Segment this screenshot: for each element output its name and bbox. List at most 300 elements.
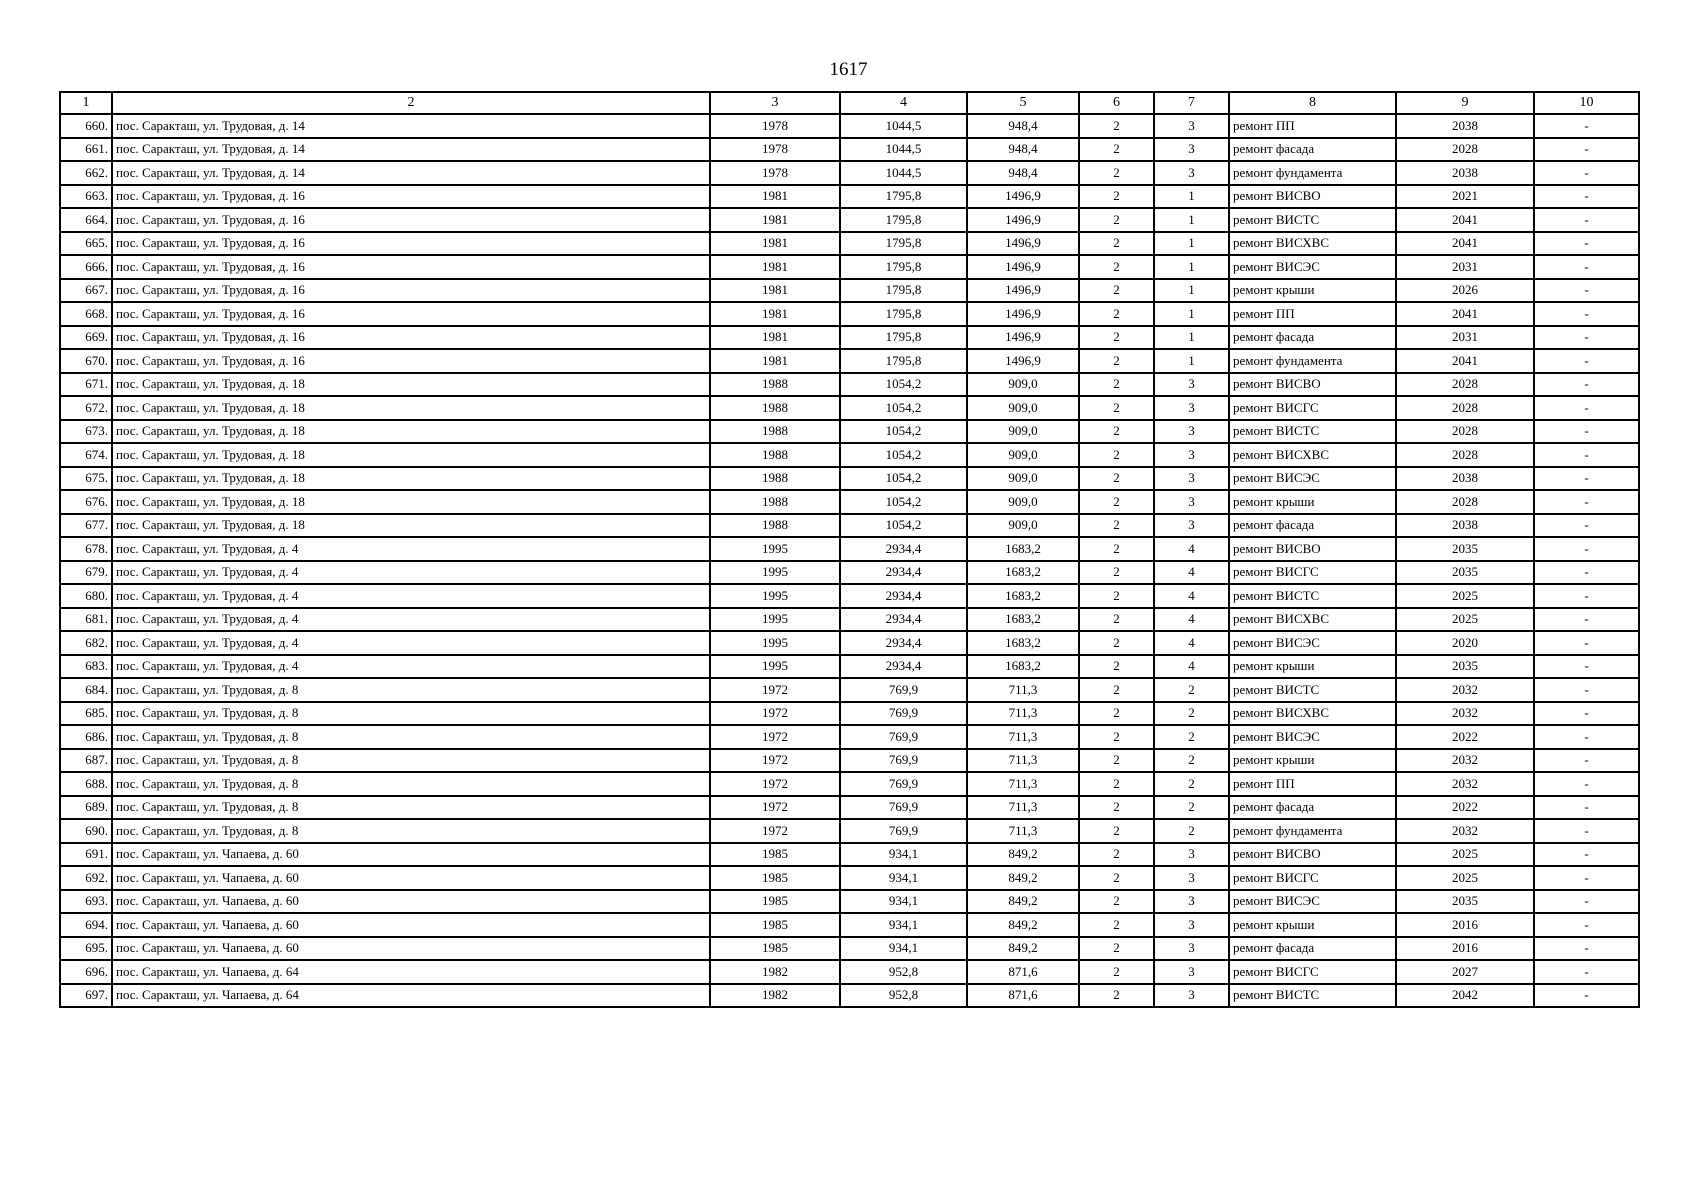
living-area-cell: 711,3	[967, 725, 1079, 749]
work-type-cell: ремонт фасада	[1229, 796, 1396, 820]
table-row	[60, 702, 1639, 726]
note-cell: -	[1534, 467, 1639, 491]
year-built-cell: 1978	[710, 138, 840, 162]
address-cell: пос. Саракташ, ул. Трудовая, д. 4	[112, 537, 710, 561]
address-cell: пос. Саракташ, ул. Трудовая, д. 8	[112, 796, 710, 820]
entrances-cell: 2	[1154, 702, 1229, 726]
table-row	[60, 208, 1639, 232]
table-row	[60, 960, 1639, 984]
living-area-cell: 1496,9	[967, 279, 1079, 303]
total-area-cell: 2934,4	[840, 561, 967, 585]
work-type-cell: ремонт ВИСВО	[1229, 185, 1396, 209]
total-area-cell: 769,9	[840, 702, 967, 726]
living-area-cell: 909,0	[967, 467, 1079, 491]
floors-cell: 2	[1079, 702, 1154, 726]
address-cell: пос. Саракташ, ул. Чапаева, д. 64	[112, 984, 710, 1008]
entrances-cell: 3	[1154, 490, 1229, 514]
work-type-cell: ремонт ВИСХВС	[1229, 443, 1396, 467]
year-built-cell: 1981	[710, 302, 840, 326]
table-row	[60, 796, 1639, 820]
living-area-cell: 1683,2	[967, 561, 1079, 585]
planned-year-cell: 2035	[1396, 537, 1534, 561]
total-area-cell: 1795,8	[840, 208, 967, 232]
address-cell: пос. Саракташ, ул. Трудовая, д. 18	[112, 373, 710, 397]
year-built-cell: 1995	[710, 655, 840, 679]
total-area-cell: 769,9	[840, 678, 967, 702]
work-type-cell: ремонт крыши	[1229, 655, 1396, 679]
entrances-cell: 1	[1154, 279, 1229, 303]
address-cell: пос. Саракташ, ул. Чапаева, д. 64	[112, 960, 710, 984]
living-area-cell: 849,2	[967, 913, 1079, 937]
row-number-cell: 682.	[60, 631, 112, 655]
planned-year-cell: 2035	[1396, 655, 1534, 679]
entrances-cell: 2	[1154, 796, 1229, 820]
work-type-cell: ремонт ВИСГС	[1229, 960, 1396, 984]
work-type-cell: ремонт крыши	[1229, 490, 1396, 514]
total-area-cell: 769,9	[840, 796, 967, 820]
table-row	[60, 490, 1639, 514]
entrances-cell: 2	[1154, 819, 1229, 843]
address-cell: пос. Саракташ, ул. Трудовая, д. 4	[112, 655, 710, 679]
address-cell: пос. Саракташ, ул. Трудовая, д. 18	[112, 490, 710, 514]
address-cell: пос. Саракташ, ул. Трудовая, д. 16	[112, 185, 710, 209]
address-cell: пос. Саракташ, ул. Трудовая, д. 16	[112, 279, 710, 303]
address-cell: пос. Саракташ, ул. Трудовая, д. 8	[112, 678, 710, 702]
floors-cell: 2	[1079, 467, 1154, 491]
table-row	[60, 420, 1639, 444]
row-number-cell: 663.	[60, 185, 112, 209]
planned-year-cell: 2035	[1396, 890, 1534, 914]
total-area-cell: 1044,5	[840, 138, 967, 162]
year-built-cell: 1985	[710, 866, 840, 890]
note-cell: -	[1534, 584, 1639, 608]
address-cell: пос. Саракташ, ул. Трудовая, д. 16	[112, 349, 710, 373]
planned-year-cell: 2031	[1396, 326, 1534, 350]
table-body	[60, 114, 1639, 1007]
address-cell: пос. Саракташ, ул. Трудовая, д. 14	[112, 114, 710, 138]
living-area-cell: 948,4	[967, 161, 1079, 185]
year-built-cell: 1988	[710, 514, 840, 538]
row-number-cell: 669.	[60, 326, 112, 350]
table-row	[60, 561, 1639, 585]
entrances-cell: 1	[1154, 232, 1229, 256]
floors-cell: 2	[1079, 796, 1154, 820]
address-cell: пос. Саракташ, ул. Чапаева, д. 60	[112, 937, 710, 961]
table-row	[60, 373, 1639, 397]
planned-year-cell: 2032	[1396, 702, 1534, 726]
table-row	[60, 138, 1639, 162]
floors-cell: 2	[1079, 537, 1154, 561]
row-number-cell: 688.	[60, 772, 112, 796]
living-area-cell: 849,2	[967, 937, 1079, 961]
year-built-cell: 1978	[710, 161, 840, 185]
note-cell: -	[1534, 349, 1639, 373]
address-cell: пос. Саракташ, ул. Трудовая, д. 4	[112, 608, 710, 632]
living-area-cell: 909,0	[967, 396, 1079, 420]
entrances-cell: 3	[1154, 937, 1229, 961]
note-cell: -	[1534, 866, 1639, 890]
planned-year-cell: 2021	[1396, 185, 1534, 209]
floors-cell: 2	[1079, 960, 1154, 984]
work-type-cell: ремонт ВИСВО	[1229, 843, 1396, 867]
work-type-cell: ремонт ПП	[1229, 114, 1396, 138]
planned-year-cell: 2042	[1396, 984, 1534, 1008]
planned-year-cell: 2025	[1396, 843, 1534, 867]
year-built-cell: 1972	[710, 819, 840, 843]
planned-year-cell: 2032	[1396, 819, 1534, 843]
year-built-cell: 1995	[710, 584, 840, 608]
year-built-cell: 1972	[710, 796, 840, 820]
living-area-cell: 909,0	[967, 443, 1079, 467]
table-row	[60, 937, 1639, 961]
work-type-cell: ремонт крыши	[1229, 279, 1396, 303]
floors-cell: 2	[1079, 279, 1154, 303]
floors-cell: 2	[1079, 561, 1154, 585]
planned-year-cell: 2027	[1396, 960, 1534, 984]
table-row	[60, 349, 1639, 373]
row-number-cell: 681.	[60, 608, 112, 632]
floors-cell: 2	[1079, 420, 1154, 444]
work-type-cell: ремонт ПП	[1229, 772, 1396, 796]
total-area-cell: 769,9	[840, 772, 967, 796]
entrances-cell: 3	[1154, 467, 1229, 491]
address-cell: пос. Саракташ, ул. Чапаева, д. 60	[112, 913, 710, 937]
address-cell: пос. Саракташ, ул. Трудовая, д. 14	[112, 161, 710, 185]
total-area-cell: 769,9	[840, 749, 967, 773]
row-number-cell: 697.	[60, 984, 112, 1008]
note-cell: -	[1534, 443, 1639, 467]
planned-year-cell: 2041	[1396, 302, 1534, 326]
note-cell: -	[1534, 913, 1639, 937]
table-row	[60, 843, 1639, 867]
table-row	[60, 772, 1639, 796]
row-number-cell: 690.	[60, 819, 112, 843]
year-built-cell: 1972	[710, 702, 840, 726]
note-cell: -	[1534, 890, 1639, 914]
work-type-cell: ремонт фундамента	[1229, 819, 1396, 843]
total-area-cell: 769,9	[840, 819, 967, 843]
total-area-cell: 1795,8	[840, 326, 967, 350]
work-type-cell: ремонт ВИСХВС	[1229, 232, 1396, 256]
row-number-cell: 672.	[60, 396, 112, 420]
total-area-cell: 952,8	[840, 984, 967, 1008]
note-cell: -	[1534, 772, 1639, 796]
floors-cell: 2	[1079, 843, 1154, 867]
table-row	[60, 467, 1639, 491]
planned-year-cell: 2032	[1396, 772, 1534, 796]
entrances-cell: 3	[1154, 443, 1229, 467]
floors-cell: 2	[1079, 255, 1154, 279]
row-number-cell: 683.	[60, 655, 112, 679]
total-area-cell: 1054,2	[840, 514, 967, 538]
living-area-cell: 1496,9	[967, 185, 1079, 209]
total-area-cell: 1795,8	[840, 185, 967, 209]
entrances-cell: 1	[1154, 349, 1229, 373]
row-number-cell: 673.	[60, 420, 112, 444]
column-header-8: 8	[1229, 92, 1396, 114]
living-area-cell: 871,6	[967, 960, 1079, 984]
entrances-cell: 2	[1154, 725, 1229, 749]
year-built-cell: 1995	[710, 561, 840, 585]
note-cell: -	[1534, 561, 1639, 585]
note-cell: -	[1534, 373, 1639, 397]
floors-cell: 2	[1079, 443, 1154, 467]
table-row	[60, 678, 1639, 702]
year-built-cell: 1972	[710, 725, 840, 749]
row-number-cell: 675.	[60, 467, 112, 491]
year-built-cell: 1981	[710, 255, 840, 279]
year-built-cell: 1978	[710, 114, 840, 138]
year-built-cell: 1985	[710, 890, 840, 914]
note-cell: -	[1534, 514, 1639, 538]
row-number-cell: 695.	[60, 937, 112, 961]
year-built-cell: 1985	[710, 843, 840, 867]
planned-year-cell: 2025	[1396, 584, 1534, 608]
work-type-cell: ремонт фасада	[1229, 138, 1396, 162]
entrances-cell: 3	[1154, 373, 1229, 397]
table-row	[60, 984, 1639, 1008]
entrances-cell: 1	[1154, 255, 1229, 279]
year-built-cell: 1985	[710, 913, 840, 937]
note-cell: -	[1534, 208, 1639, 232]
planned-year-cell: 2028	[1396, 443, 1534, 467]
floors-cell: 2	[1079, 584, 1154, 608]
work-type-cell: ремонт ВИСГС	[1229, 561, 1396, 585]
living-area-cell: 849,2	[967, 843, 1079, 867]
planned-year-cell: 2025	[1396, 608, 1534, 632]
table-row	[60, 279, 1639, 303]
living-area-cell: 1496,9	[967, 232, 1079, 256]
total-area-cell: 1054,2	[840, 443, 967, 467]
note-cell: -	[1534, 185, 1639, 209]
table-row	[60, 890, 1639, 914]
address-cell: пос. Саракташ, ул. Трудовая, д. 16	[112, 208, 710, 232]
floors-cell: 2	[1079, 114, 1154, 138]
total-area-cell: 769,9	[840, 725, 967, 749]
work-type-cell: ремонт ВИСВО	[1229, 373, 1396, 397]
table-row	[60, 302, 1639, 326]
planned-year-cell: 2035	[1396, 561, 1534, 585]
address-cell: пос. Саракташ, ул. Чапаева, д. 60	[112, 890, 710, 914]
floors-cell: 2	[1079, 373, 1154, 397]
work-type-cell: ремонт ВИСЭС	[1229, 631, 1396, 655]
work-type-cell: ремонт ВИСЭС	[1229, 255, 1396, 279]
planned-year-cell: 2025	[1396, 866, 1534, 890]
year-built-cell: 1972	[710, 749, 840, 773]
planned-year-cell: 2028	[1396, 490, 1534, 514]
total-area-cell: 1054,2	[840, 467, 967, 491]
living-area-cell: 1496,9	[967, 302, 1079, 326]
living-area-cell: 711,3	[967, 772, 1079, 796]
entrances-cell: 2	[1154, 749, 1229, 773]
row-number-cell: 677.	[60, 514, 112, 538]
entrances-cell: 3	[1154, 514, 1229, 538]
column-header-6: 6	[1079, 92, 1154, 114]
address-cell: пос. Саракташ, ул. Трудовая, д. 4	[112, 561, 710, 585]
total-area-cell: 934,1	[840, 913, 967, 937]
total-area-cell: 2934,4	[840, 631, 967, 655]
table-row	[60, 514, 1639, 538]
planned-year-cell: 2031	[1396, 255, 1534, 279]
floors-cell: 2	[1079, 749, 1154, 773]
year-built-cell: 1995	[710, 608, 840, 632]
entrances-cell: 3	[1154, 396, 1229, 420]
floors-cell: 2	[1079, 138, 1154, 162]
year-built-cell: 1972	[710, 678, 840, 702]
address-cell: пос. Саракташ, ул. Трудовая, д. 8	[112, 772, 710, 796]
row-number-cell: 676.	[60, 490, 112, 514]
year-built-cell: 1995	[710, 537, 840, 561]
note-cell: -	[1534, 114, 1639, 138]
work-type-cell: ремонт ВИСГС	[1229, 396, 1396, 420]
entrances-cell: 3	[1154, 114, 1229, 138]
note-cell: -	[1534, 631, 1639, 655]
table-row	[60, 185, 1639, 209]
row-number-cell: 687.	[60, 749, 112, 773]
floors-cell: 2	[1079, 396, 1154, 420]
living-area-cell: 909,0	[967, 373, 1079, 397]
table-row	[60, 749, 1639, 773]
table-row	[60, 584, 1639, 608]
row-number-cell: 665.	[60, 232, 112, 256]
floors-cell: 2	[1079, 631, 1154, 655]
total-area-cell: 1795,8	[840, 279, 967, 303]
note-cell: -	[1534, 326, 1639, 350]
planned-year-cell: 2016	[1396, 913, 1534, 937]
row-number-cell: 660.	[60, 114, 112, 138]
entrances-cell: 3	[1154, 138, 1229, 162]
note-cell: -	[1534, 161, 1639, 185]
total-area-cell: 1054,2	[840, 396, 967, 420]
table-row	[60, 255, 1639, 279]
row-number-cell: 664.	[60, 208, 112, 232]
work-type-cell: ремонт ВИСХВС	[1229, 608, 1396, 632]
entrances-cell: 3	[1154, 913, 1229, 937]
column-header-9: 9	[1396, 92, 1534, 114]
living-area-cell: 1683,2	[967, 584, 1079, 608]
entrances-cell: 4	[1154, 631, 1229, 655]
page-number: 1617	[829, 59, 868, 80]
total-area-cell: 1795,8	[840, 349, 967, 373]
total-area-cell: 1054,2	[840, 373, 967, 397]
entrances-cell: 4	[1154, 584, 1229, 608]
work-type-cell: ремонт ВИСТС	[1229, 420, 1396, 444]
floors-cell: 2	[1079, 208, 1154, 232]
work-type-cell: ремонт ВИСТС	[1229, 208, 1396, 232]
living-area-cell: 711,3	[967, 678, 1079, 702]
address-cell: пос. Саракташ, ул. Трудовая, д. 16	[112, 302, 710, 326]
total-area-cell: 934,1	[840, 937, 967, 961]
address-cell: пос. Саракташ, ул. Трудовая, д. 14	[112, 138, 710, 162]
table-row	[60, 114, 1639, 138]
total-area-cell: 2934,4	[840, 537, 967, 561]
address-cell: пос. Саракташ, ул. Трудовая, д. 18	[112, 514, 710, 538]
table-row	[60, 443, 1639, 467]
table-row	[60, 396, 1639, 420]
table-row	[60, 725, 1639, 749]
living-area-cell: 1683,2	[967, 631, 1079, 655]
row-number-cell: 674.	[60, 443, 112, 467]
living-area-cell: 711,3	[967, 796, 1079, 820]
total-area-cell: 1795,8	[840, 255, 967, 279]
floors-cell: 2	[1079, 514, 1154, 538]
work-type-cell: ремонт ВИСТС	[1229, 678, 1396, 702]
row-number-cell: 693.	[60, 890, 112, 914]
work-type-cell: ремонт ВИСВО	[1229, 537, 1396, 561]
entrances-cell: 4	[1154, 608, 1229, 632]
year-built-cell: 1981	[710, 208, 840, 232]
living-area-cell: 1496,9	[967, 349, 1079, 373]
year-built-cell: 1988	[710, 396, 840, 420]
floors-cell: 2	[1079, 772, 1154, 796]
address-cell: пос. Саракташ, ул. Трудовая, д. 4	[112, 584, 710, 608]
address-cell: пос. Саракташ, ул. Чапаева, д. 60	[112, 866, 710, 890]
row-number-cell: 691.	[60, 843, 112, 867]
note-cell: -	[1534, 396, 1639, 420]
living-area-cell: 1683,2	[967, 537, 1079, 561]
address-cell: пос. Саракташ, ул. Трудовая, д. 18	[112, 420, 710, 444]
work-type-cell: ремонт фундамента	[1229, 161, 1396, 185]
address-cell: пос. Саракташ, ул. Трудовая, д. 8	[112, 702, 710, 726]
row-number-cell: 671.	[60, 373, 112, 397]
living-area-cell: 1683,2	[967, 608, 1079, 632]
entrances-cell: 4	[1154, 537, 1229, 561]
table-row	[60, 326, 1639, 350]
work-type-cell: ремонт ВИСЭС	[1229, 725, 1396, 749]
floors-cell: 2	[1079, 608, 1154, 632]
table-row	[60, 631, 1639, 655]
living-area-cell: 948,4	[967, 138, 1079, 162]
year-built-cell: 1988	[710, 467, 840, 491]
floors-cell: 2	[1079, 913, 1154, 937]
work-type-cell: ремонт ПП	[1229, 302, 1396, 326]
address-cell: пос. Саракташ, ул. Чапаева, д. 60	[112, 843, 710, 867]
note-cell: -	[1534, 279, 1639, 303]
entrances-cell: 3	[1154, 420, 1229, 444]
year-built-cell: 1981	[710, 232, 840, 256]
column-number-row	[60, 92, 1639, 114]
entrances-cell: 3	[1154, 960, 1229, 984]
living-area-cell: 909,0	[967, 420, 1079, 444]
column-header-5: 5	[967, 92, 1079, 114]
year-built-cell: 1982	[710, 960, 840, 984]
column-header-10: 10	[1534, 92, 1639, 114]
note-cell: -	[1534, 138, 1639, 162]
total-area-cell: 1054,2	[840, 420, 967, 444]
planned-year-cell: 2022	[1396, 725, 1534, 749]
address-cell: пос. Саракташ, ул. Трудовая, д. 16	[112, 326, 710, 350]
entrances-cell: 3	[1154, 161, 1229, 185]
planned-year-cell: 2038	[1396, 161, 1534, 185]
planned-year-cell: 2041	[1396, 349, 1534, 373]
table-row	[60, 655, 1639, 679]
address-cell: пос. Саракташ, ул. Трудовая, д. 8	[112, 725, 710, 749]
note-cell: -	[1534, 608, 1639, 632]
note-cell: -	[1534, 255, 1639, 279]
address-cell: пос. Саракташ, ул. Трудовая, д. 18	[112, 467, 710, 491]
note-cell: -	[1534, 725, 1639, 749]
year-built-cell: 1988	[710, 443, 840, 467]
total-area-cell: 934,1	[840, 866, 967, 890]
work-type-cell: ремонт фасада	[1229, 514, 1396, 538]
year-built-cell: 1981	[710, 279, 840, 303]
year-built-cell: 1988	[710, 490, 840, 514]
planned-year-cell: 2038	[1396, 514, 1534, 538]
work-type-cell: ремонт ВИСТС	[1229, 984, 1396, 1008]
row-number-cell: 684.	[60, 678, 112, 702]
table-row	[60, 866, 1639, 890]
address-cell: пос. Саракташ, ул. Трудовая, д. 16	[112, 255, 710, 279]
